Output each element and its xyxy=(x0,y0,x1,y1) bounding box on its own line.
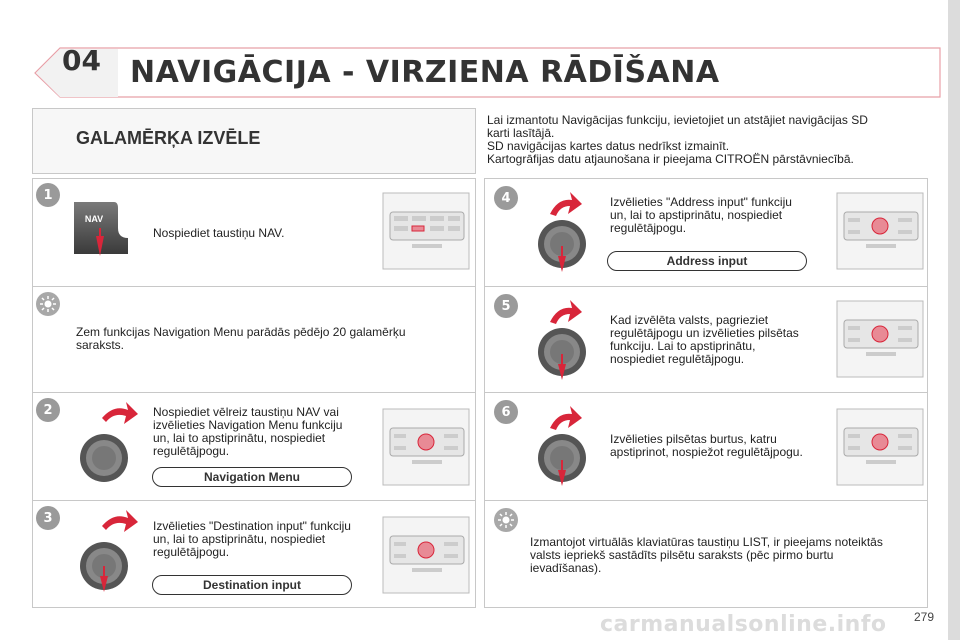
divider xyxy=(484,392,928,393)
tip-line: Izmantojot virtuālās klaviatūras taustiņu LIST, ir pieejams noteiktās xyxy=(530,535,883,549)
tip-line: Zem funkcijas Navigation Menu parādās pēdējo 20 galamērķu xyxy=(76,325,406,339)
divider xyxy=(32,392,476,393)
step-line: Kad izvēlēta valsts, pagrieziet xyxy=(610,313,769,327)
tip-line: ievadīšanas). xyxy=(530,561,602,575)
step-line: apstiprinot, nospiežot regulētājpogu. xyxy=(610,445,803,459)
step-line: nospiediet regulētājpogu. xyxy=(610,352,745,366)
radio-panel-thumbnail xyxy=(382,408,470,486)
step-3-text xyxy=(153,520,351,559)
chapter-number: 04 xyxy=(62,44,101,77)
radio-panel-thumbnail xyxy=(836,192,924,270)
page-edge-strip xyxy=(948,0,960,640)
intro-line: Kartogrāfijas datu atjaunošana ir pieejama CITROËN pārstāvniecībā. xyxy=(487,152,854,166)
divider xyxy=(32,286,476,287)
step-5-text xyxy=(610,314,799,366)
step-line: Nospiediet vēlreiz taustiņu NAV vai xyxy=(153,405,339,419)
step-number-badge: 2 xyxy=(36,398,60,422)
navigation-menu-label: Navigation Menu xyxy=(152,467,352,487)
radio-panel-thumbnail xyxy=(836,300,924,378)
step-line: un, lai to apstiprinātu, nospiediet xyxy=(610,208,783,222)
step-4-text xyxy=(610,196,792,235)
radio-panel-thumbnail xyxy=(382,192,470,270)
page-number: 279 xyxy=(913,610,934,624)
step-line: un, lai to apstiprinātu, nospiediet xyxy=(153,532,326,546)
tip-icon xyxy=(494,508,518,532)
destination-input-label: Destination input xyxy=(152,575,352,595)
tip-line: valsts iepriekš sastādīts pilsētu saraksts (pēc pirmo burtu xyxy=(530,548,834,562)
intro-text xyxy=(487,114,927,166)
divider xyxy=(484,500,928,501)
tip-icon xyxy=(36,292,60,316)
step-line: izvēlieties Navigation Menu funkciju xyxy=(153,418,343,432)
section-title: GALAMĒRĶA IZVĒLE xyxy=(76,128,261,148)
intro-line: SD navigācijas kartes datus nedrīkst izmainīt. xyxy=(487,139,730,153)
step-number-badge: 6 xyxy=(494,400,518,424)
step-line: regulētājpogu. xyxy=(153,545,230,559)
tip-line: saraksts. xyxy=(76,338,125,352)
page-title: NAVIGĀCIJA - VIRZIENA RĀDĪŠANA xyxy=(130,55,720,90)
step-line: regulētājpogu. xyxy=(610,221,687,235)
step-line: funkciju. Lai to apstiprinātu, xyxy=(610,339,756,353)
tip-1-text xyxy=(76,326,466,352)
watermark: carmanualsonline.info xyxy=(600,612,887,637)
step-1-text: Nospiediet taustiņu NAV. xyxy=(153,226,285,240)
nav-button-icon xyxy=(72,198,134,260)
step-line: un, lai to apstiprinātu, nospiediet xyxy=(153,431,326,445)
step-line: regulētājpogu. xyxy=(153,444,230,458)
step-number-badge: 1 xyxy=(36,183,60,207)
step-6-text xyxy=(610,433,803,459)
tip-2-text xyxy=(530,536,920,575)
divider xyxy=(32,500,476,501)
radio-panel-thumbnail xyxy=(382,516,470,594)
step-line: regulētājpogu un izvēlieties pilsētas xyxy=(610,326,799,340)
step-line: Izvēlieties "Destination input" funkciju xyxy=(153,519,351,533)
address-input-label: Address input xyxy=(607,251,807,271)
step-number-badge: 5 xyxy=(494,294,518,318)
radio-panel-thumbnail xyxy=(836,408,924,486)
svg-text:NAV: NAV xyxy=(84,214,104,224)
step-number-badge: 3 xyxy=(36,506,60,530)
step-line: Izvēlieties pilsētas burtus, katru xyxy=(610,432,777,446)
step-2-text xyxy=(153,406,342,458)
divider xyxy=(484,286,928,287)
intro-line: karti lasītājā. xyxy=(487,126,555,140)
intro-line: Lai izmantotu Navigācijas funkciju, ievietojiet un atstājiet navigācijas SD xyxy=(487,113,868,127)
step-number-badge: 4 xyxy=(494,186,518,210)
step-line: Izvēlieties "Address input" funkciju xyxy=(610,195,792,209)
